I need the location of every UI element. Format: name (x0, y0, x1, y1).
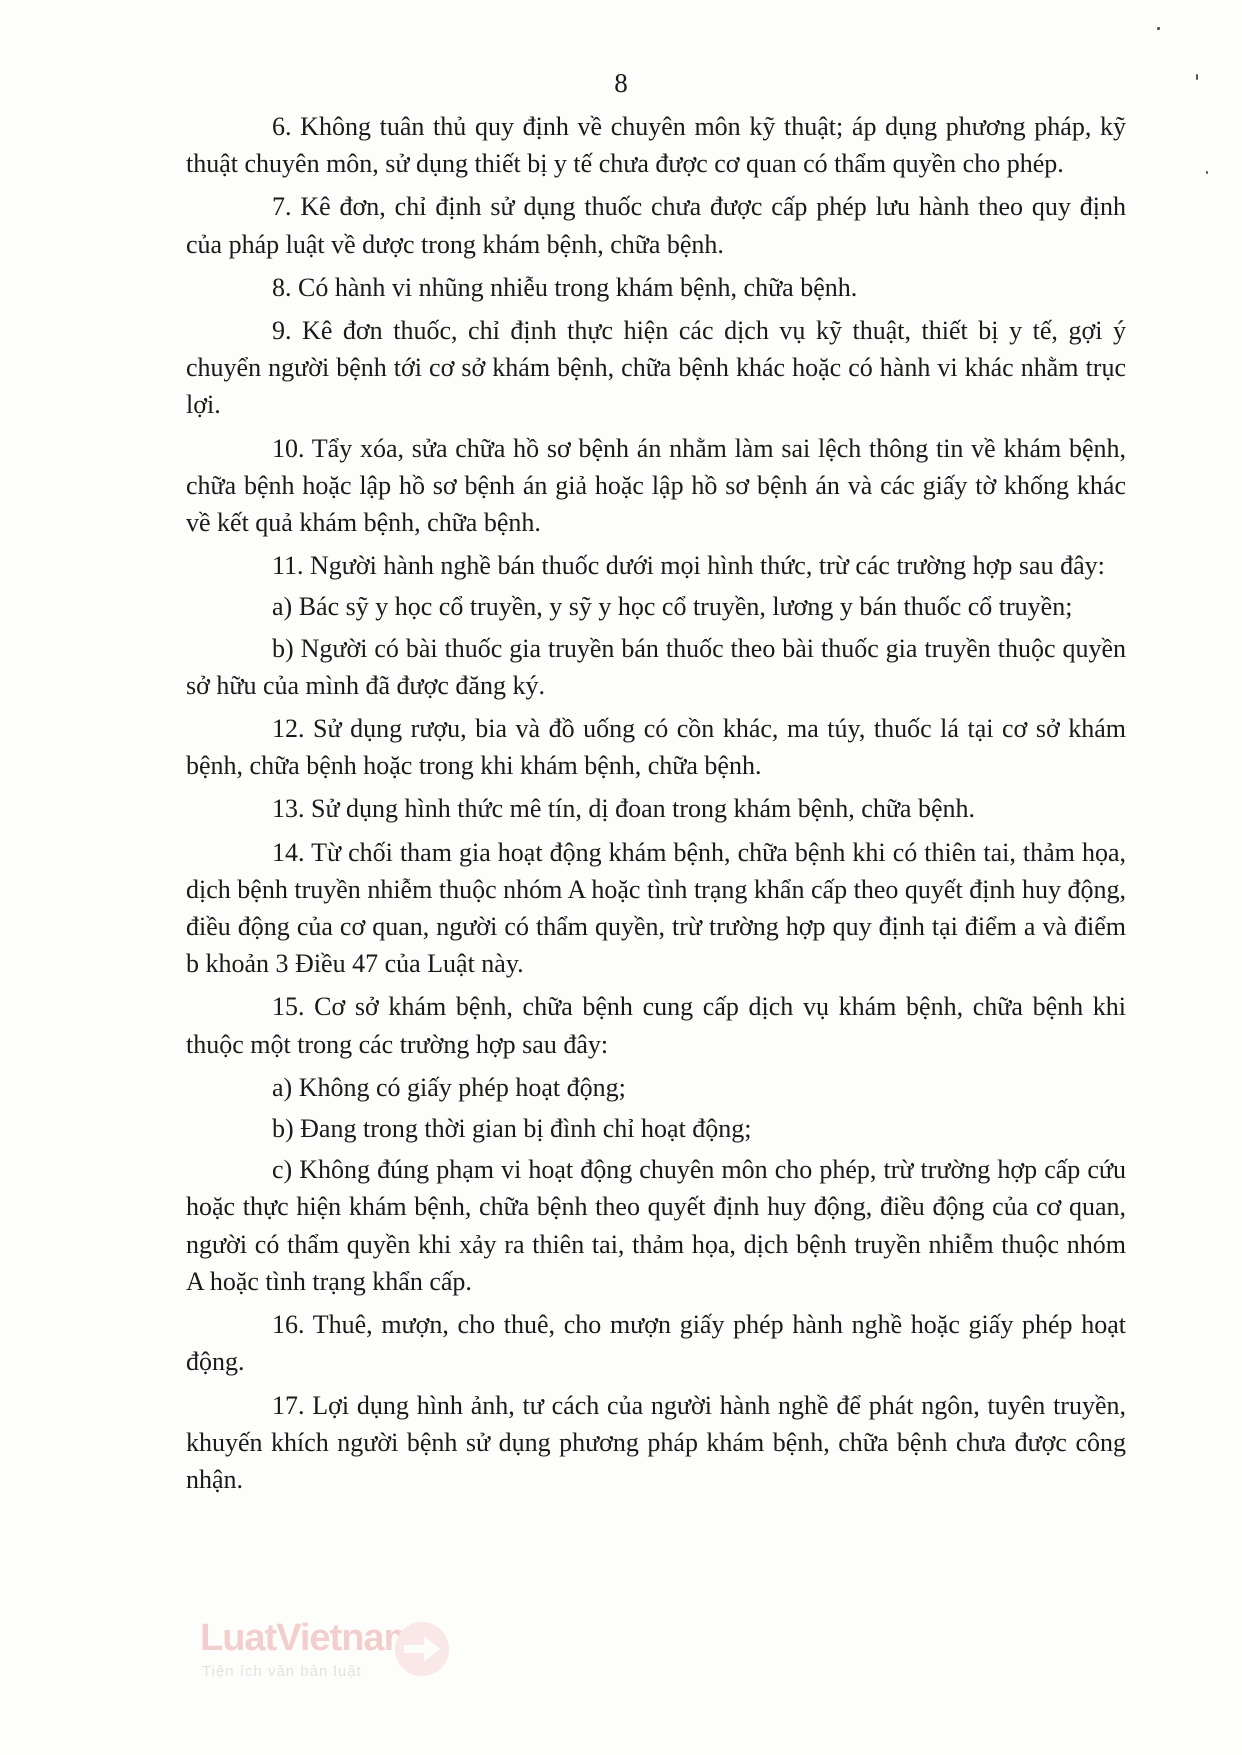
scan-speck (1157, 27, 1160, 30)
paragraph-item-11: 11. Người hành nghề bán thuốc dưới mọi hình thức, trừ các trường hợp sau đây: (272, 551, 1105, 581)
scan-speck (1196, 74, 1198, 80)
paragraph-item-17: 17. Lợi dụng hình ảnh, tư cách của người hành nghề để phát ngôn, tuyên truyền, khuyến khích người bệnh sử dụng phương pháp khám bệnh, chữa bệnh chưa được công nhận. (186, 1390, 1126, 1494)
paragraph-item-16: 16. Thuê, mượn, cho thuê, cho mượn giấy phép hành nghề hoặc giấy phép hoạt động. (186, 1310, 1126, 1377)
paragraph-item-13: 13. Sử dụng hình thức mê tín, dị đoan trong khám bệnh, chữa bệnh. (272, 794, 976, 824)
paragraph-item-15: 15. Cơ sở khám bệnh, chữa bệnh cung cấp dịch vụ khám bệnh, chữa bệnh khi thuộc một trong các trường hợp sau đây: (186, 992, 1126, 1059)
paragraph-item-9: 9. Kê đơn thuốc, chỉ định thực hiện các dịch vụ kỹ thuật, thiết bị y tế, gợi ý chuyển người bệnh tới cơ sở khám bệnh, chữa bệnh khác hoặc có hành vi khác nhằm trục lợi. (186, 316, 1126, 420)
luatvietnam-watermark (200, 1617, 470, 1687)
paragraph-item-15c: c) Không đúng phạm vi hoạt động chuyên môn cho phép, trừ trường hợp cấp cứu hoặc thực hiện khám bệnh, chữa bệnh theo quyết định huy động, điều động của cơ quan, người có thẩm quyền khi xảy ra thiên tai, thảm họa, dịch bệnh truyền nhiễm thuộc nhóm A hoặc tình trạng khẩn cấp. (186, 1155, 1126, 1296)
paragraph-item-15a: a) Không có giấy phép hoạt động; (272, 1072, 626, 1102)
watermark-tagline: Tiện ích văn bản luật (202, 1663, 362, 1680)
paragraph-item-12: 12. Sử dụng rượu, bia và đồ uống có cồn khác, ma túy, thuốc lá tại cơ sở khám bệnh, chữa bệnh hoặc trong khi khám bệnh, chữa bệnh. (186, 714, 1126, 781)
paragraph-item-8: 8. Có hành vi nhũng nhiễu trong khám bệnh, chữa bệnh. (272, 272, 858, 302)
paragraph-item-14: 14. Từ chối tham gia hoạt động khám bệnh, chữa bệnh khi có thiên tai, thảm họa, dịch bệnh truyền nhiễm thuộc nhóm A hoặc tình trạng khẩn cấp theo quyết định huy động, điều động của cơ quan, người có thẩm quyền, trừ trường hợp quy định tại điểm a và điểm b khoản 3 Điều 47 của Luật này. (186, 837, 1126, 979)
watermark-brand: LuatVietnam (200, 1617, 417, 1659)
paragraph-item-6: 6. Không tuân thủ quy định về chuyên môn kỹ thuật; áp dụng phương pháp, kỹ thuật chuyên môn, sử dụng thiết bị y tế chưa được cơ quan có thẩm quyền cho phép. (186, 112, 1126, 179)
paragraph-item-15b: b) Đang trong thời gian bị đình chỉ hoạt động; (272, 1114, 752, 1144)
paragraph-item-7: 7. Kê đơn, chỉ định sử dụng thuốc chưa được cấp phép lưu hành theo quy định của pháp luật về dược trong khám bệnh, chữa bệnh. (186, 192, 1126, 259)
paragraph-item-10: 10. Tẩy xóa, sửa chữa hồ sơ bệnh án nhằm làm sai lệch thông tin về khám bệnh, chữa bệnh hoặc lập hồ sơ bệnh án giả hoặc lập hồ sơ bệnh án và các giấy tờ khống khác về kết quả khám bệnh, chữa bệnh. (186, 433, 1126, 538)
scan-speck (1206, 171, 1208, 174)
paragraph-item-11b: b) Người có bài thuốc gia truyền bán thuốc theo bài thuốc gia truyền thuộc quyền sở hữu của mình đã được đăng ký. (186, 633, 1126, 700)
arrow-logo-icon (390, 1619, 454, 1679)
document-body (186, 108, 1126, 1504)
paragraph-item-11a: a) Bác sỹ y học cổ truyền, y sỹ y học cổ truyền, lương y bán thuốc cổ truyền; (272, 592, 1073, 622)
page-number: 8 (614, 68, 628, 98)
